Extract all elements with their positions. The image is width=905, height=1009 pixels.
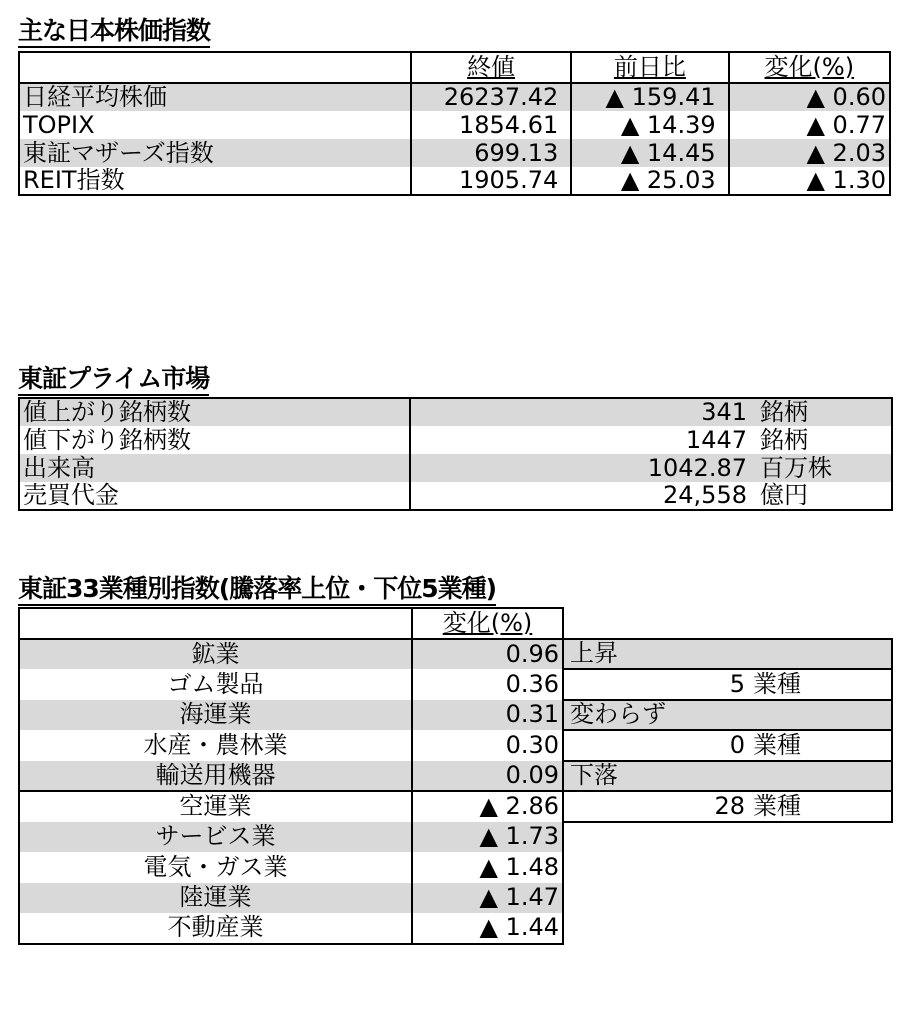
market-unit: 億円 [760,482,808,509]
market-unit: 銘柄 [760,398,808,426]
summary-up-count-value: 5 [729,669,745,698]
index-pct: ▲ 1.30 [729,167,890,195]
sector-name: 鉱業 [19,639,412,670]
prime-market-table [18,397,893,511]
sector-name: 電気・ガス業 [19,852,412,883]
table-row [19,700,892,731]
section-title-sectors: 東証33業種別指数(騰落率上位・下位5業種) [18,574,496,606]
table-row [19,852,892,883]
index-diff: ▲ 159.41 [571,83,728,111]
index-close: 1905.74 [411,167,571,195]
table-row [19,167,890,195]
summary-flat-count-value: 0 [729,730,745,759]
index-diff: ▲ 14.45 [571,139,728,167]
table-row [19,111,890,139]
table-row [19,669,892,700]
table-row [19,730,892,761]
sector-header-blank [19,608,412,639]
header-diff: 前日比 [571,52,728,83]
market-value: 1042.87 [647,454,747,482]
indices-table [18,51,891,196]
summary-down-label: 下落 [563,761,892,792]
index-close: 1854.61 [411,111,571,139]
table-row [19,426,892,454]
sector-name: 不動産業 [19,913,412,944]
summary-blank [563,608,892,639]
section-title-prime-market: 東証プライム市場 [18,364,209,396]
index-pct: ▲ 2.03 [729,139,890,167]
table-row [19,822,892,853]
sector-name: サービス業 [19,822,412,853]
sector-header-change: 変化(%) [412,608,563,639]
market-label: 出来高 [19,454,410,482]
sector-name: 輸送用機器 [19,761,412,792]
summary-up-count [563,669,892,700]
sector-header-row [19,608,892,639]
indices-header-row [19,52,890,83]
market-value: 1447 [685,426,747,454]
sector-name: 海運業 [19,700,412,731]
table-row [19,83,890,111]
table-row [19,913,892,944]
table-row [19,761,892,792]
summary-up-unit: 業種 [753,669,801,698]
sector-change: ▲ 1.48 [412,852,563,883]
sector-change: ▲ 1.44 [412,913,563,944]
header-blank [19,52,411,83]
index-close: 699.13 [411,139,571,167]
sector-name: 空運業 [19,791,412,822]
summary-flat-label: 変わらず [563,700,892,731]
index-diff: ▲ 14.39 [571,111,728,139]
market-label: 値上がり銘柄数 [19,398,410,426]
sector-table [18,607,893,945]
index-name: REIT指数 [23,167,125,194]
index-name: TOPIX [23,111,95,139]
index-close: 26237.42 [411,83,571,111]
summary-empty [563,822,892,853]
market-label: 売買代金 [19,482,410,510]
summary-down-unit: 業種 [753,791,801,820]
index-pct: ▲ 0.77 [729,111,890,139]
summary-empty [563,852,892,883]
sector-change: ▲ 1.47 [412,883,563,914]
sector-change: ▲ 1.73 [412,822,563,853]
table-row [19,791,892,822]
summary-empty [563,913,892,944]
summary-empty [563,883,892,914]
summary-up-label: 上昇 [563,639,892,670]
header-close: 終値 [411,52,571,83]
table-row [19,139,890,167]
summary-down-count-value: 28 [714,791,745,820]
sector-change: 0.36 [412,669,563,700]
index-name: 日経平均株価 [23,83,167,111]
market-unit: 銘柄 [760,426,808,454]
table-row [19,398,892,426]
market-value: 24,558 [663,482,747,509]
index-name: 東証マザーズ指数 [23,139,214,167]
summary-down-count [563,791,892,822]
table-row [19,883,892,914]
index-diff: ▲ 25.03 [571,167,728,195]
market-label: 値下がり銘柄数 [19,426,410,454]
sector-name: ゴム製品 [19,669,412,700]
summary-flat-count [563,730,892,761]
summary-flat-unit: 業種 [753,730,801,759]
sector-change: 0.09 [412,761,563,792]
index-pct: ▲ 0.60 [729,83,890,111]
sector-name: 水産・農林業 [19,730,412,761]
sector-change: 0.31 [412,700,563,731]
sector-name: 陸運業 [19,883,412,914]
table-row [19,639,892,670]
section-title-indices: 主な日本株価指数 [18,16,210,48]
table-row [19,482,892,510]
market-unit: 百万株 [760,454,832,482]
header-pct: 変化(%) [729,52,890,83]
table-row [19,454,892,482]
sector-change: 0.30 [412,730,563,761]
market-value: 341 [701,398,747,426]
sector-change: 0.96 [412,639,563,670]
sector-change: ▲ 2.86 [412,791,563,822]
